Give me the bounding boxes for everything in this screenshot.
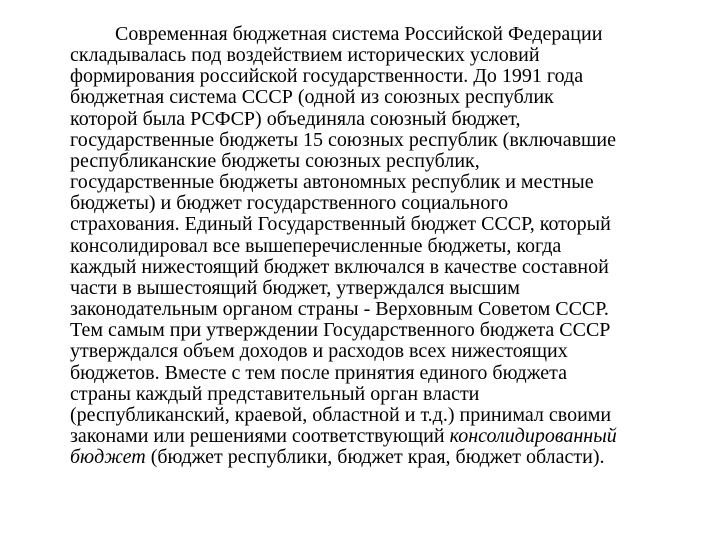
text-line: Современная бюджетная система Российской Федерации <box>115 23 603 45</box>
text-line: государственные бюджеты автономных республик и местные <box>70 171 594 194</box>
text-line: (республиканский, краевой, областной и т.д.) принимал своими <box>70 403 612 426</box>
text-line <box>70 426 710 447</box>
text-segment: законами или решениями соответствующий <box>70 424 450 447</box>
italic-term: бюджет <box>70 446 146 469</box>
document-paragraph <box>70 24 710 468</box>
text-segment: (бюджет республики, бюджет края, бюджет области). <box>145 446 605 469</box>
text-line: республиканские бюджеты союзных республик, <box>70 149 480 172</box>
text-line: каждый нижестоящий бюджет включался в качестве составной <box>70 255 609 278</box>
italic-term: консолидированный <box>449 424 617 447</box>
text-line: бюджетная система СССР (одной из союзных республик <box>70 86 554 109</box>
text-line: страны каждый представительный орган власти <box>70 382 480 405</box>
text-line: консолидировал все вышеперечисленные бюджеты, когда <box>70 234 562 257</box>
text-line: которой была РСФСР) объединяла союзный бюджет, <box>70 107 521 130</box>
text-line: страхования. Единый Государственный бюджет СССР, который <box>70 213 611 236</box>
text-line: складывалась под воздействием исторических условий <box>70 44 540 67</box>
text-line: Тем самым при утверждении Государственного бюджета СССР <box>70 319 611 342</box>
text-line: законодательным органом страны - Верховным Советом СССР. <box>70 298 609 321</box>
text-line: формирования российской государственности. До 1991 года <box>70 65 584 88</box>
text-line: бюджетов. Вместе с тем после принятия единого бюджета <box>70 361 568 384</box>
text-line: части в вышестоящий бюджет, утверждался высшим <box>70 276 520 299</box>
text-line: бюджеты) и бюджет государственного социального <box>70 192 509 215</box>
text-line <box>70 447 710 468</box>
text-line: государственные бюджеты 15 союзных республик (включавшие <box>70 128 617 151</box>
text-line: утверждался объем доходов и расходов всех нижестоящих <box>70 340 568 363</box>
